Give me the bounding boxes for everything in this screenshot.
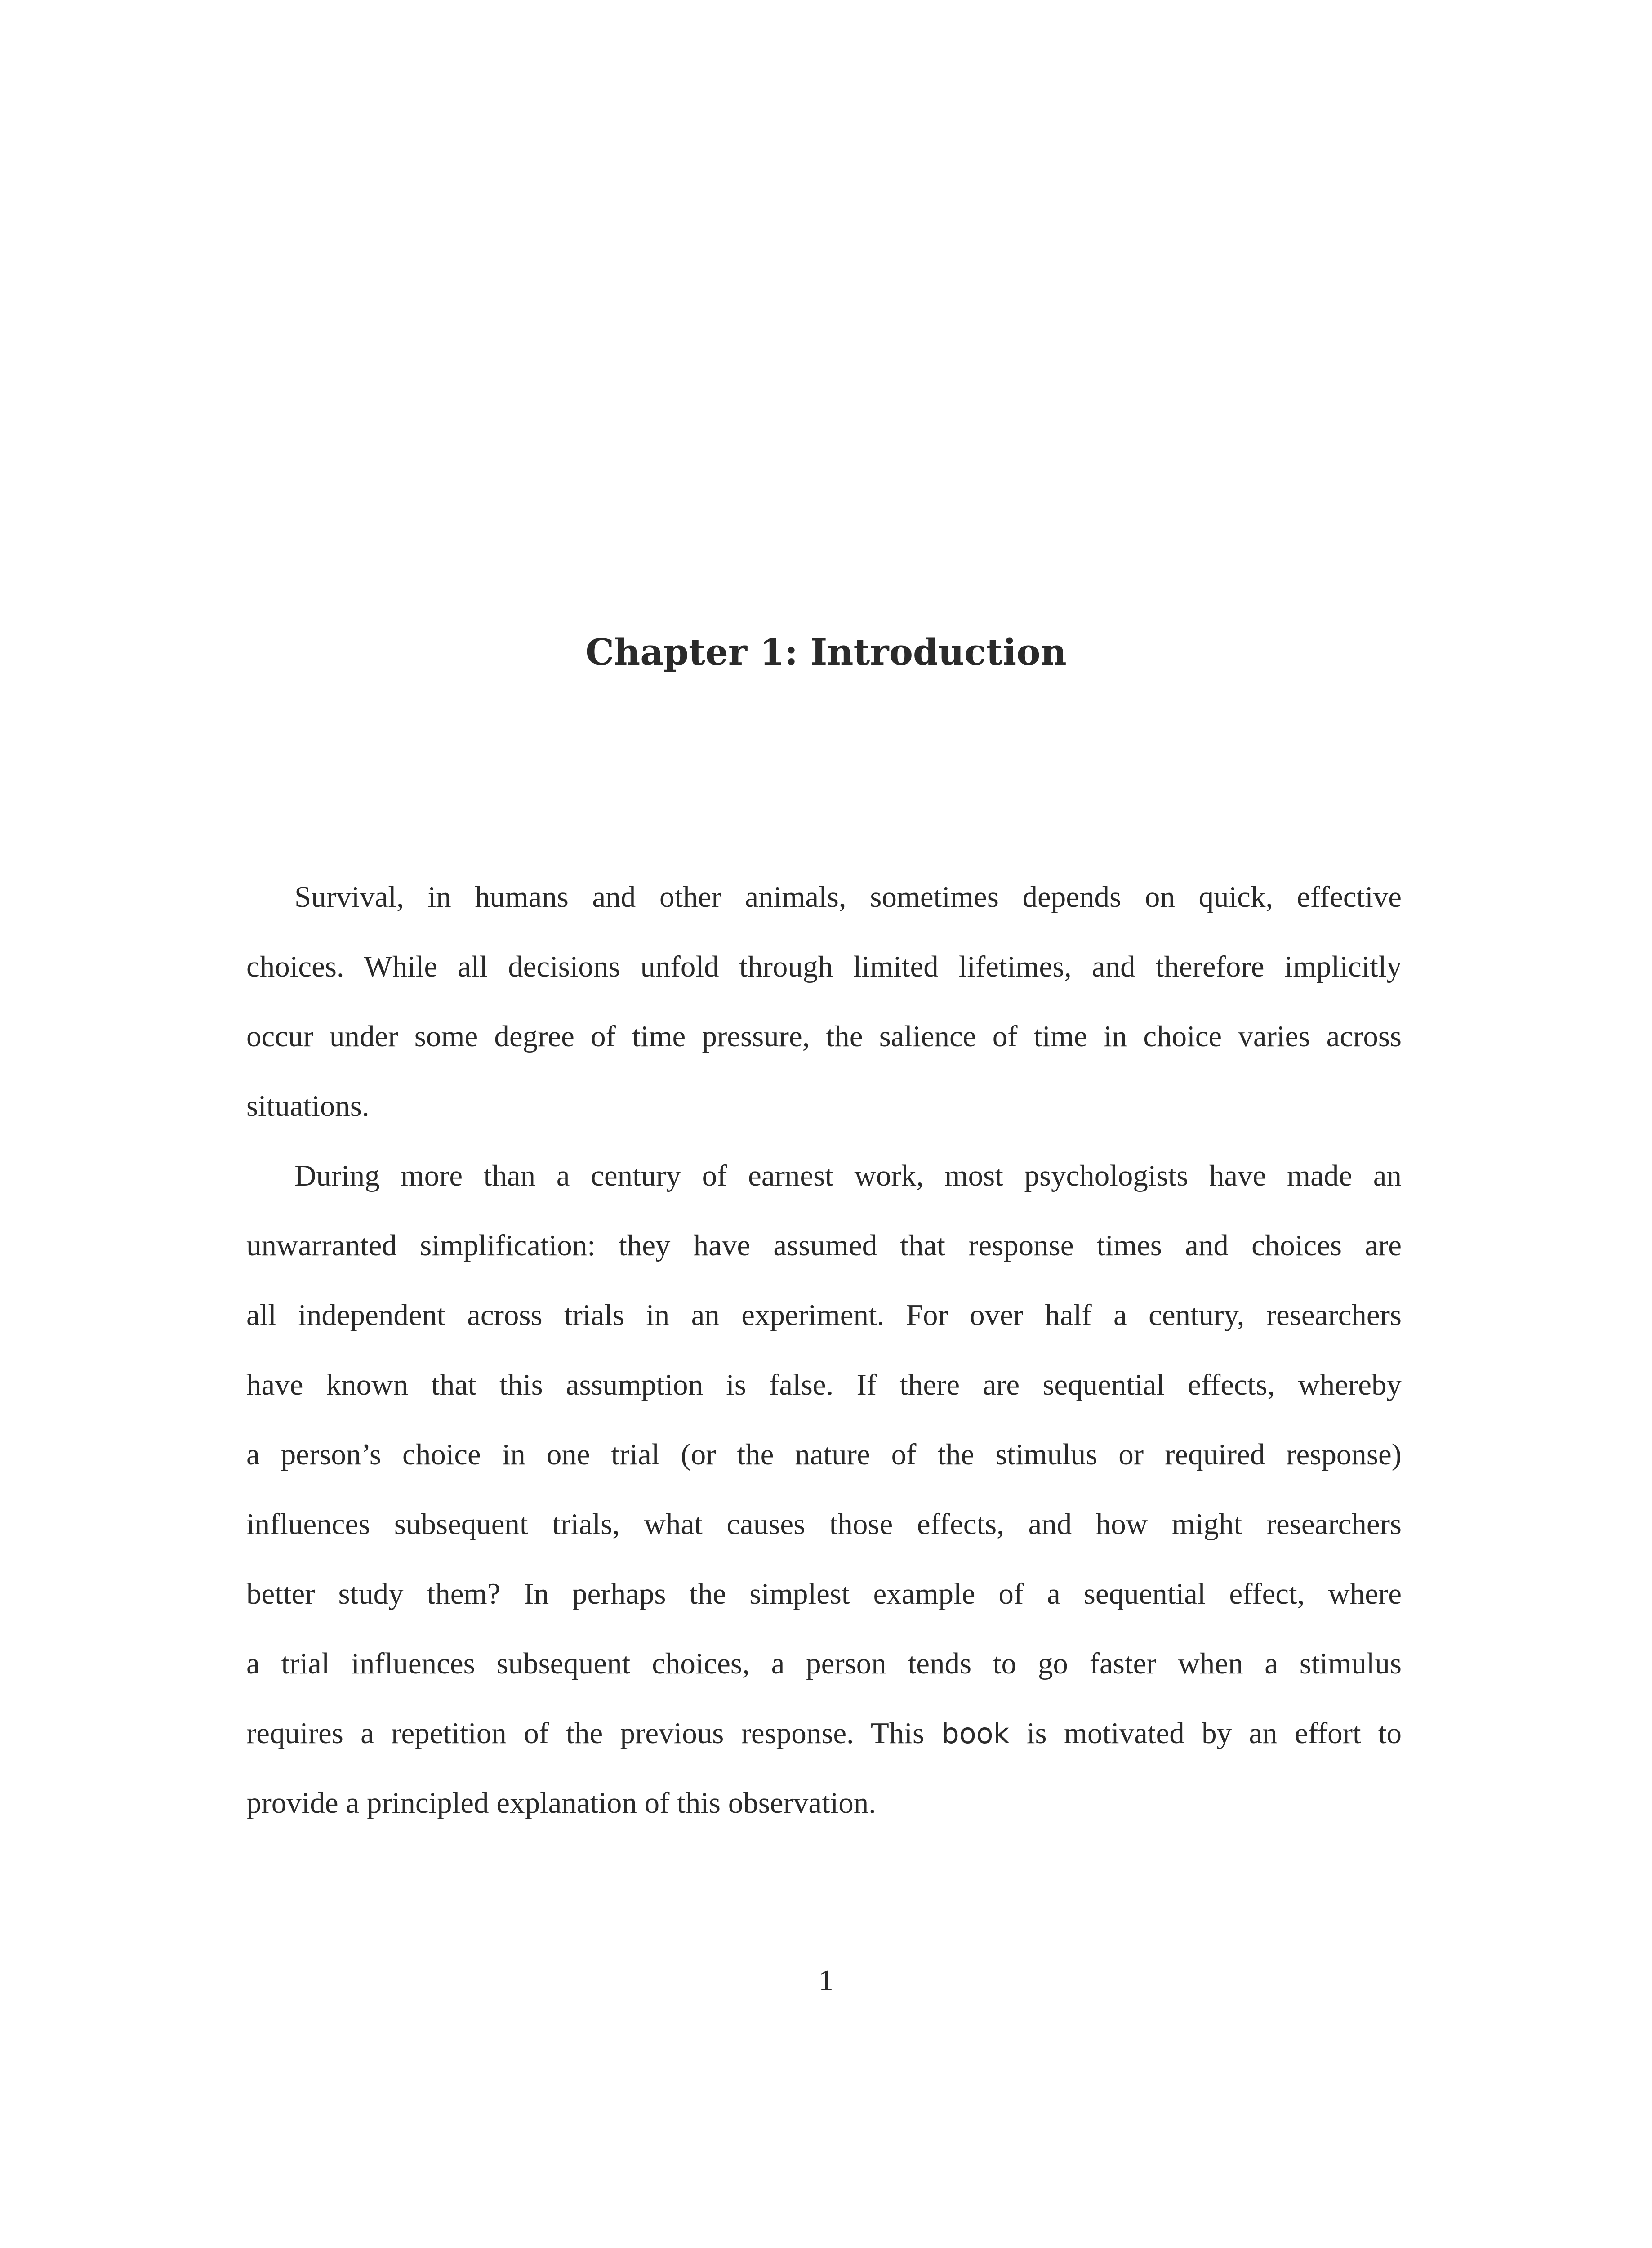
paragraph-2-line: better study them? In perhaps the simplest example of a sequential effect, where <box>246 1577 1402 1610</box>
paragraph-2-line-with-book <box>246 1711 1402 1756</box>
paragraph-1-line: choices. While all decisions unfold through limited lifetimes, and therefore implicitly <box>246 950 1402 983</box>
page-number: 1 <box>818 1964 834 1997</box>
paragraph-2-line: a person’s choice in one trial (or the nature of the stimulus or required response) <box>246 1438 1402 1471</box>
paragraph-2-last-line: provide a principled explanation of this observation. <box>246 1786 877 1820</box>
paragraph-2-line: a trial influences subsequent choices, a person tends to go faster when a stimulus <box>246 1647 1402 1680</box>
line-text-before: requires a repetition of the previous response. This <box>246 1717 942 1750</box>
book-word: book <box>941 1717 1010 1750</box>
paragraph-2-line: influences subsequent trials, what causes those effects, and how might researchers <box>246 1508 1402 1541</box>
paragraph-2-line: have known that this assumption is false. If there are sequential effects, whereby <box>246 1368 1402 1401</box>
paragraph-1-line: situations. <box>246 1089 370 1123</box>
paragraph-2-line: all independent across trials in an experiment. For over half a century, researchers <box>246 1298 1402 1332</box>
paragraph-1-line: Survival, in humans and other animals, sometimes depends on quick, effective <box>294 880 1402 914</box>
line-text-after: is motivated by an effort to <box>1009 1717 1402 1750</box>
chapter-title: Chapter 1: Introduction <box>585 631 1067 673</box>
paragraph-1-line: occur under some degree of time pressure, the salience of time in choice varies across <box>246 1020 1402 1053</box>
paragraph-2-line: During more than a century of earnest work, most psychologists have made an <box>294 1159 1402 1192</box>
paragraph-2-line: unwarranted simplification: they have assumed that response times and choices are <box>246 1229 1402 1262</box>
